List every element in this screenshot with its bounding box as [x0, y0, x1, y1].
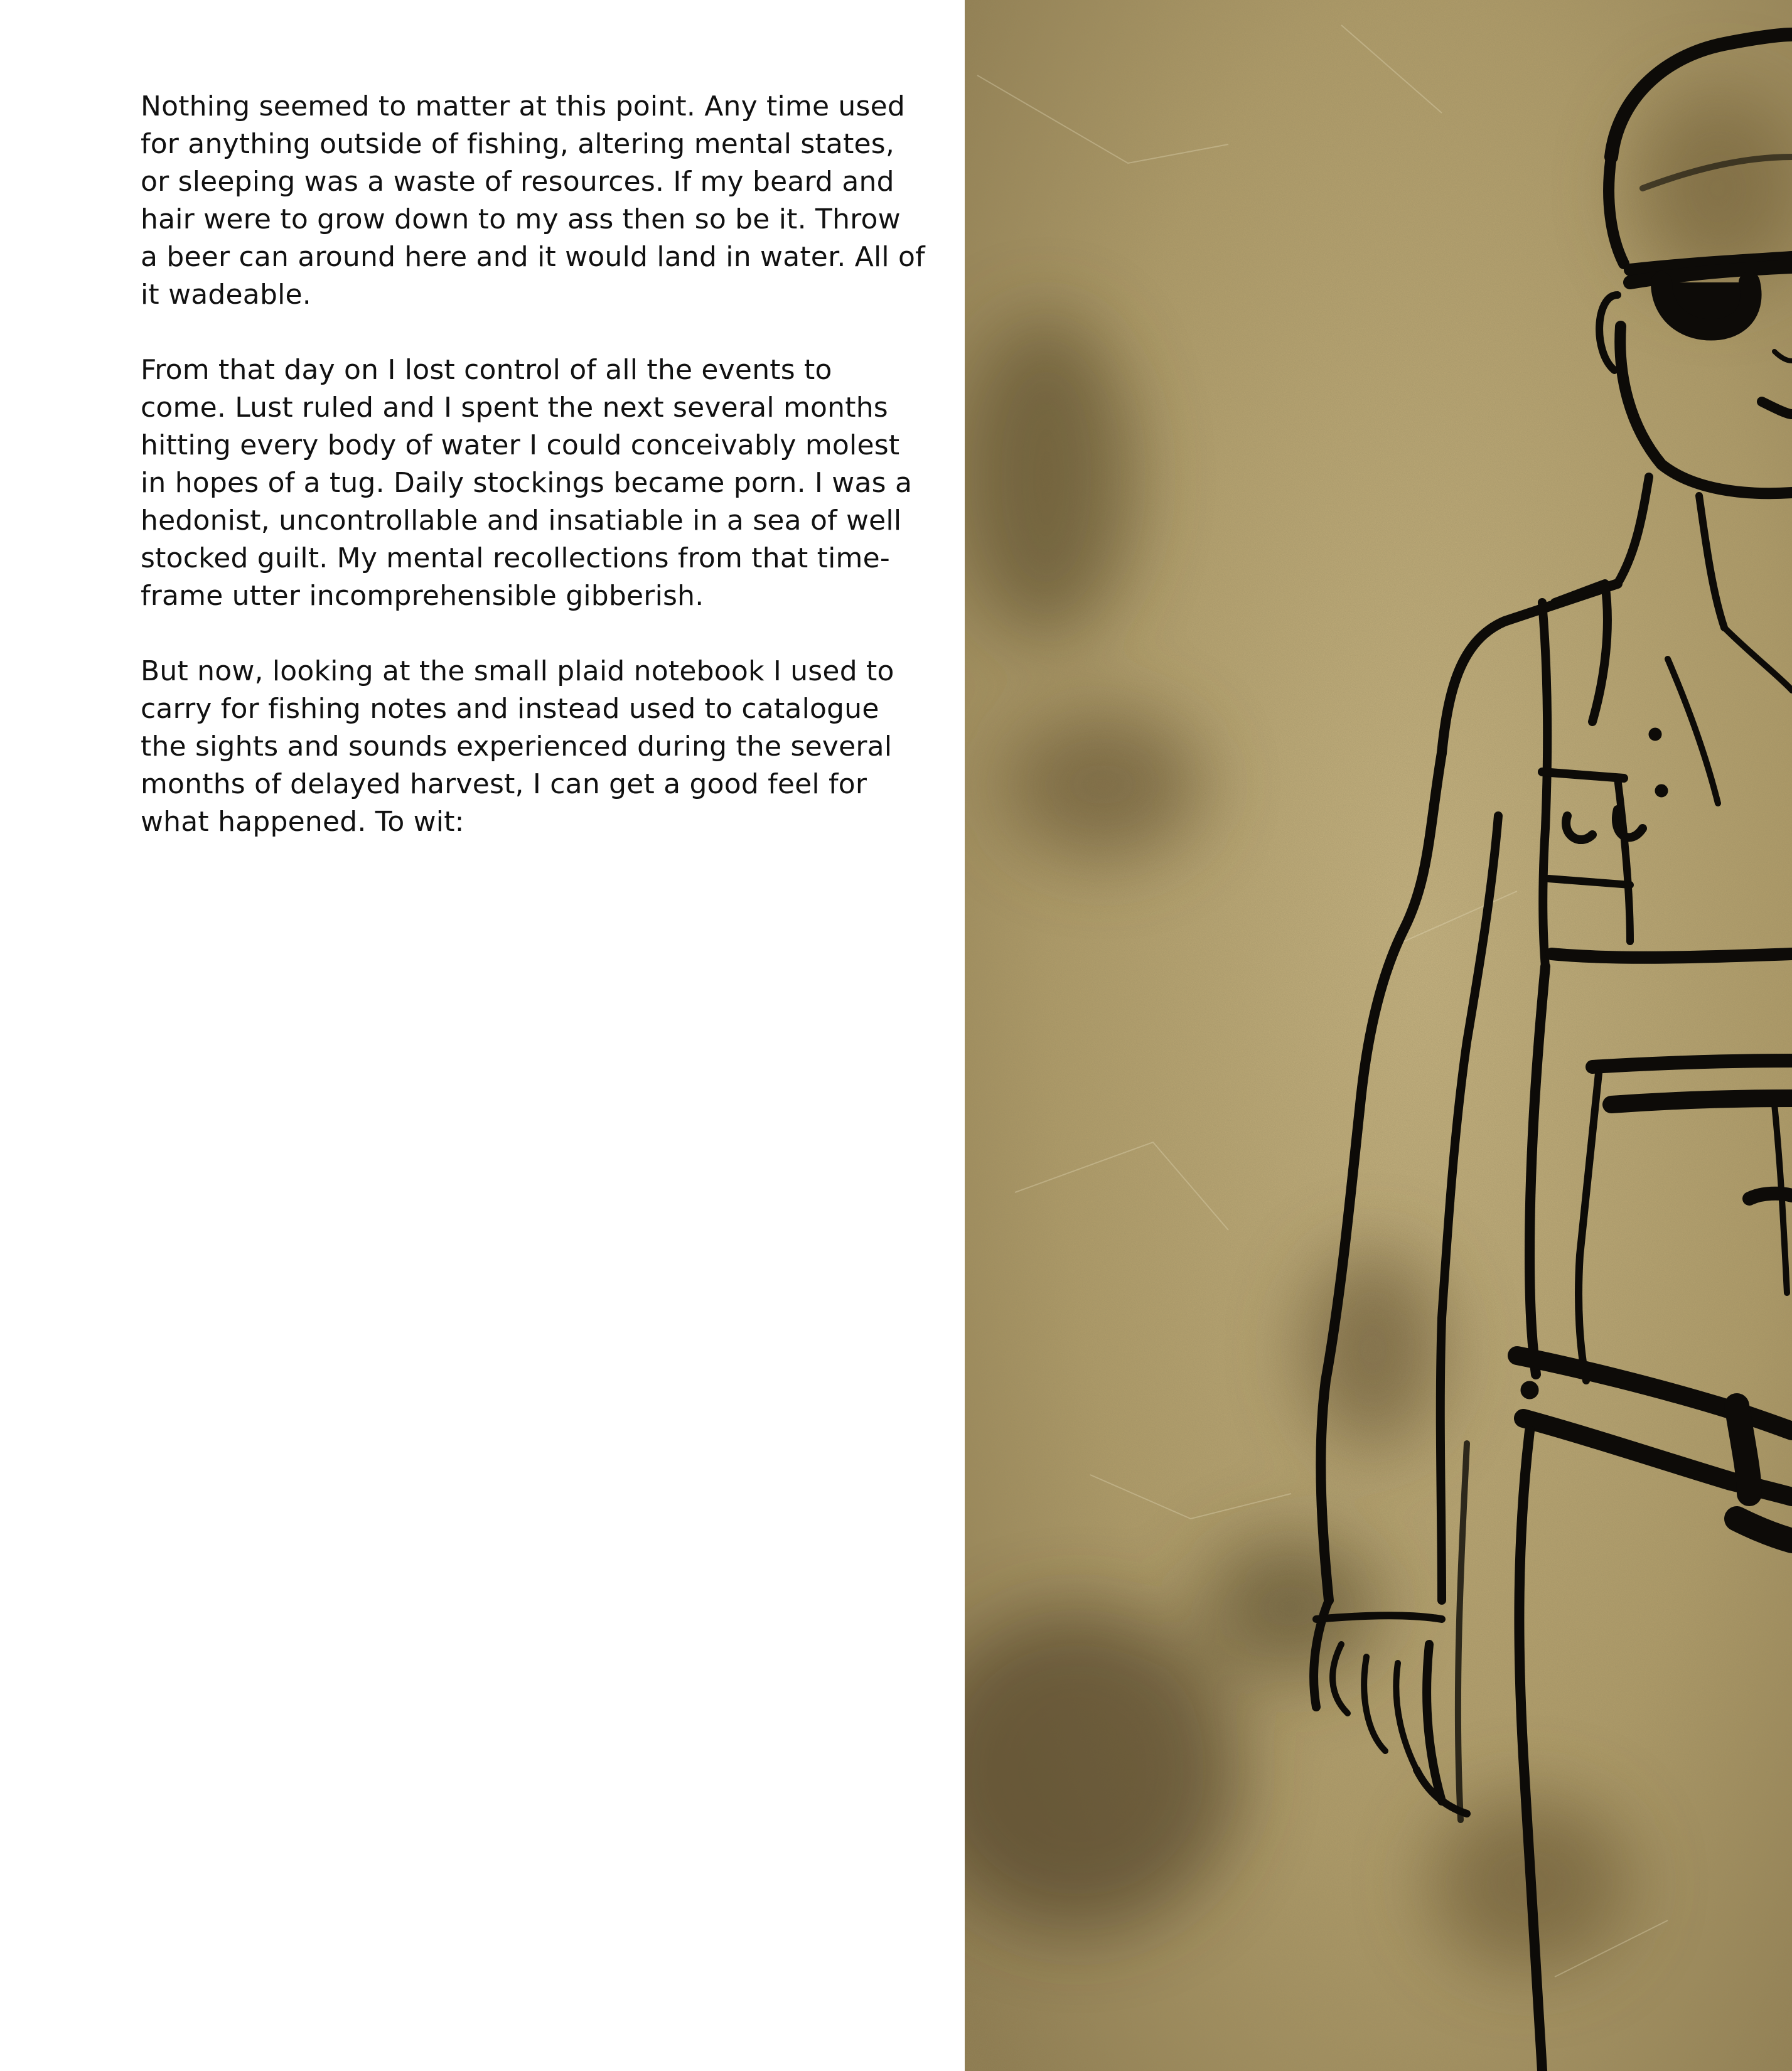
- paragraph-1: Nothing seemed to matter at this point. Any time used for anything outside of fishing, altering mental states, or sleeping was a waste of resources. If my beard and hair were to grow down to my ass then so be it. Throw a beer can around here and it would land in water. All of it wadeable.: [141, 90, 925, 311]
- figure-sketch-illustration: [965, 0, 1792, 2071]
- paragraph-2: From that day on I lost control of all the events to come. Lust ruled and I spent the next several months hitting every body of water I could conceivably molest in hopes of a tug. Daily stockings became porn. I was a hedonist, uncontrollable and insatiable in a sea of well stocked guilt. My mental recollections from that time-frame utter incomprehensible gibberish.: [141, 354, 913, 612]
- text-column: [141, 88, 925, 879]
- illustration-panel: [965, 0, 1792, 2071]
- paragraph-3: But now, looking at the small plaid notebook I used to carry for fishing notes and instead used to catalogue the sights and sounds experienced during the several months of delayed harvest, I can get a good feel for what happened. To wit:: [141, 655, 894, 838]
